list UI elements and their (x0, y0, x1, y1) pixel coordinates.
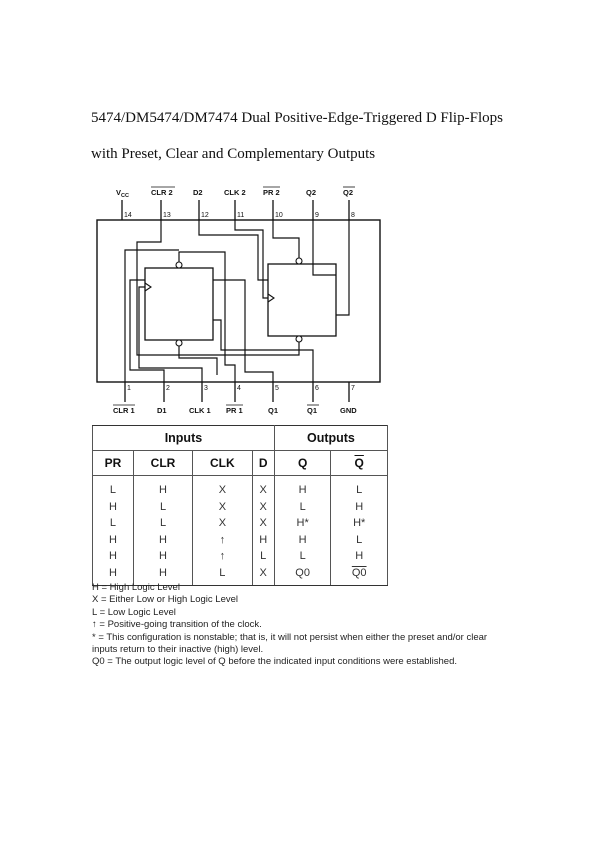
pin-number: 7 (351, 385, 355, 392)
pin-number: 5 (275, 385, 279, 392)
cell: L (93, 476, 134, 499)
preset-bubble (176, 262, 182, 268)
pin-label-q1: Q1 (268, 406, 279, 415)
col-pr: PR (93, 451, 134, 476)
cell: X (193, 499, 252, 516)
cell: H (133, 476, 192, 499)
col-clr: CLR (133, 451, 192, 476)
cell: H (93, 565, 134, 586)
table-row (93, 548, 388, 565)
cell: H (274, 476, 331, 499)
cell: H* (331, 515, 388, 532)
pin-label-q1-bar: Q1 (307, 406, 318, 415)
cell: H (331, 499, 388, 516)
clear-bubble (296, 336, 302, 342)
cell: X (252, 499, 274, 516)
cell: H* (274, 515, 331, 532)
pin-number: 10 (275, 212, 283, 219)
pin-label-gnd: GND (340, 406, 357, 415)
pin-label-pr2: PR 2 (263, 188, 280, 197)
cell: ↑ (193, 532, 252, 549)
pin-number: 12 (201, 212, 209, 219)
cell: L (93, 515, 134, 532)
pin-label-d2: D2 (193, 188, 203, 197)
flip-flop-1 (145, 268, 213, 340)
cell: H (331, 548, 388, 565)
cell: H (93, 532, 134, 549)
clear-bubble (176, 340, 182, 346)
legend-line: X = Either Low or High Logic Level (92, 594, 239, 606)
clock-marker (268, 294, 274, 302)
bottom-pin-labels (113, 405, 357, 415)
pin-number: 8 (351, 212, 355, 219)
document-title-line-2: with Preset, Clear and Complementary Outputs (91, 146, 376, 162)
legend-line: inputs return to their inactive (high) level. (92, 644, 264, 656)
pin-label-q2-bar: Q2 (343, 188, 354, 197)
pin-number: 1 (127, 385, 131, 392)
truth-table-group-header (93, 426, 388, 451)
pin-label-q2: Q2 (306, 188, 317, 197)
internal-wiring (125, 220, 349, 382)
legend-line: H = High Logic Level (92, 582, 180, 593)
cell: H (274, 532, 331, 549)
legend (92, 582, 512, 669)
pin-label-clk2: CLK 2 (224, 188, 246, 197)
table-row (93, 476, 388, 499)
cell: X (193, 515, 252, 532)
cell: X (193, 476, 252, 499)
cell: L (274, 548, 331, 565)
bottom-pin-numbers (127, 385, 355, 392)
outputs-header: Outputs (274, 426, 387, 451)
truth-table (92, 425, 388, 586)
col-q: Q (274, 451, 331, 476)
table-row (93, 515, 388, 532)
pin-number: 2 (166, 385, 170, 392)
col-q-bar: $\overline{Q}$ (331, 451, 388, 476)
cell: H (133, 548, 192, 565)
col-d: D (252, 451, 274, 476)
cell: X (252, 565, 274, 586)
pin-number: 6 (315, 385, 319, 392)
pin-number: 11 (237, 212, 245, 219)
pin-label-clk1: CLK 1 (189, 406, 211, 415)
cell: Q0 (331, 565, 388, 586)
cell: H (93, 499, 134, 516)
table-row (93, 499, 388, 516)
pin-number: 14 (124, 212, 132, 219)
cell: ↑ (193, 548, 252, 565)
top-pin-labels (116, 187, 355, 199)
cell: L (133, 515, 192, 532)
top-pin-numbers (124, 212, 355, 219)
pin-number: 9 (315, 212, 319, 219)
cell: H (93, 548, 134, 565)
clock-marker (145, 283, 151, 291)
cell: L (331, 532, 388, 549)
pin-number: 4 (237, 385, 241, 392)
pin-label-pr1: PR 1 (226, 406, 243, 415)
document-title-line-1: 5474/DM5474/DM7474 Dual Positive-Edge-Triggered D Flip-Flops (91, 110, 503, 126)
legend-line: * = This configuration is nonstable; that is, it will not persist when either the preset and/or clear (92, 631, 488, 643)
connection-diagram (85, 180, 385, 420)
pin-label-clr1: CLR 1 (113, 406, 135, 415)
pin-label-vcc: $V_{CC}$ (116, 188, 129, 199)
pin-label-clr2: CLR 2 (151, 188, 173, 197)
table-row (93, 532, 388, 549)
pin-label-d1: D1 (157, 406, 167, 415)
pin-number: 13 (163, 212, 171, 219)
cell: L (133, 499, 192, 516)
col-clk: CLK (193, 451, 252, 476)
cell: H (252, 532, 274, 549)
cell: Q0 (274, 565, 331, 586)
preset-bubble (296, 258, 302, 264)
cell: L (274, 499, 331, 516)
cell: X (252, 515, 274, 532)
cell: L (193, 565, 252, 586)
legend-line: ↑ = Positive-going transition of the clock. (92, 619, 262, 631)
cell: L (331, 476, 388, 499)
cell: H (133, 532, 192, 549)
truth-table-column-header (93, 451, 388, 476)
pin-number: 3 (204, 385, 208, 392)
cell: X (252, 476, 274, 499)
cell: L (252, 548, 274, 565)
cell: H (133, 565, 192, 586)
legend-line: Q0 = The output logic level of Q before the indicated input conditions were established. (92, 656, 458, 668)
inputs-header: Inputs (93, 426, 275, 451)
legend-line: L = Low Logic Level (92, 606, 176, 618)
